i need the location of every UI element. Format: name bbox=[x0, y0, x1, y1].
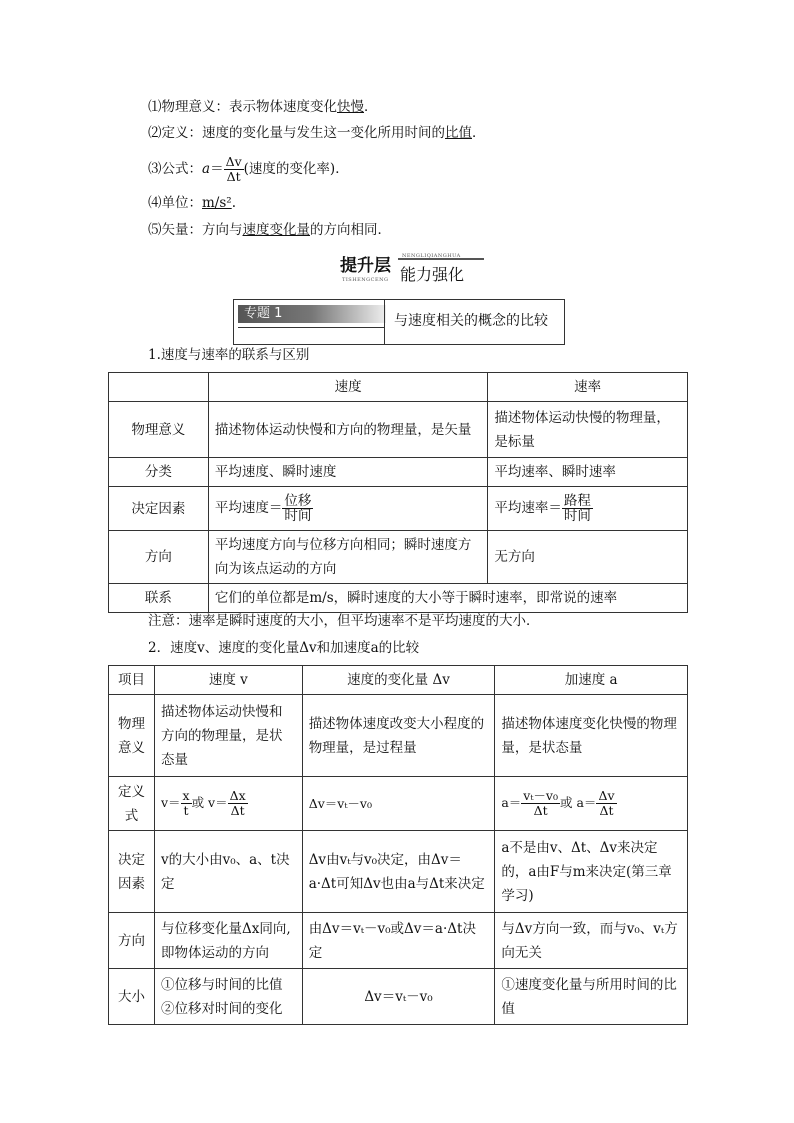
row-head: 方向 bbox=[109, 913, 155, 969]
topic-tag: 专题 1 bbox=[238, 305, 386, 323]
table-row bbox=[109, 584, 688, 613]
table-row bbox=[109, 913, 688, 969]
section2-heading: 2．速度v、速度的变化量Δv和加速度a的比较 bbox=[148, 640, 420, 656]
banner-tiny-top: NENGLIQIANGHUA bbox=[402, 253, 461, 259]
banner-main: 提升层 bbox=[340, 256, 391, 276]
table-cell: 平均速度方向与位移方向相同；瞬时速度方向为该点运动的方向 bbox=[208, 531, 487, 584]
row-head: 定义式 bbox=[109, 777, 155, 831]
banner-tiny-bottom: TISHENGCENG bbox=[342, 277, 389, 283]
table-cell: 描述物体运动快慢的物理量，是标量 bbox=[488, 402, 688, 458]
topic-title: 与速度相关的概念的比较 bbox=[394, 313, 548, 329]
row-head: 联系 bbox=[109, 584, 209, 613]
table-cell: a＝ $\frac{\text{vₜ－v₀}}{\Delta t}$ 或 a＝ $\frac{\Delta v}{\Delta t}$ bbox=[495, 777, 688, 831]
table-header: 速度 v bbox=[154, 666, 302, 695]
row-head: 决定因素 bbox=[109, 831, 155, 913]
table-cell: 描述物体运动快慢和方向的物理量，是矢量 bbox=[208, 402, 487, 458]
table-cell: 平均速率＝ $\frac{\text{路程}}{\text{时间}}$ bbox=[488, 487, 688, 531]
note: 注意：速率是瞬时速度的大小，但平均速率不是平均速度的大小． bbox=[148, 613, 540, 629]
table-header bbox=[109, 373, 209, 402]
table-cell: v＝ $\frac{x}{t}$ 或 v＝ $\frac{\Delta x}{\Delta t}$ bbox=[154, 777, 302, 831]
table-header: 速率 bbox=[488, 373, 688, 402]
intro-line-2: ⑵定义：速度的变化量与发生这一变化所用时间的比值． bbox=[148, 125, 486, 141]
table-cell: a不是由v、Δt、Δv来决定的，a由F与m来决定(第三章学习) bbox=[495, 831, 688, 913]
table-cell: 它们的单位都是m/s，瞬时速度的大小等于瞬时速率，即常说的速率 bbox=[208, 584, 687, 613]
table-header: 速度 bbox=[208, 373, 487, 402]
table-row bbox=[109, 458, 688, 487]
table-row bbox=[109, 666, 688, 695]
table-row bbox=[109, 969, 688, 1025]
table-cell: ①位移与时间的比值 ②位移对时间的变化 bbox=[154, 969, 302, 1025]
table-cell: 平均速度、瞬时速度 bbox=[208, 458, 487, 487]
row-head: 方向 bbox=[109, 531, 209, 584]
table-header: 速度的变化量 Δv bbox=[302, 666, 495, 695]
table-cell: ①速度变化量与所用时间的比值 bbox=[495, 969, 688, 1025]
table-cell: Δv＝vₜ－v₀ bbox=[302, 777, 495, 831]
row-head: 物理意义 bbox=[109, 402, 209, 458]
table-row bbox=[109, 695, 688, 777]
table-row bbox=[109, 487, 688, 531]
intro-line-3: ⑶公式：a＝ $\frac{\Delta v}{\Delta t}$ (速度的变化率)． bbox=[148, 154, 349, 184]
topic-underline bbox=[238, 327, 384, 328]
table-header: 加速度 a bbox=[495, 666, 688, 695]
row-head: 物理意义 bbox=[109, 695, 155, 777]
intro-line-4: ⑷单位：m/s². bbox=[148, 195, 236, 211]
table-cell: v的大小由v₀、a、t决定 bbox=[154, 831, 302, 913]
topic-box bbox=[233, 299, 565, 345]
intro-line-5: ⑸矢量：方向与速度变化量的方向相同． bbox=[148, 222, 391, 238]
topic-separator bbox=[384, 300, 385, 344]
speed-rate-table bbox=[108, 372, 688, 613]
table-cell: 描述物体速度改变大小程度的物理量，是过程量 bbox=[302, 695, 495, 777]
accel-fraction: $\frac{\Delta v}{\Delta t}$ bbox=[225, 154, 242, 184]
section-banner bbox=[340, 254, 485, 284]
velocity-acceleration-table bbox=[108, 665, 688, 1025]
table-cell: 与位移变化量Δx同向,即物体运动的方向 bbox=[154, 913, 302, 969]
table-cell: 描述物体运动快慢和方向的物理量，是状态量 bbox=[154, 695, 302, 777]
table-row bbox=[109, 402, 688, 458]
intro-line-1: ⑴物理意义：表示物体速度变化快慢． bbox=[148, 99, 378, 115]
table-cell: 无方向 bbox=[488, 531, 688, 584]
table-header: 项目 bbox=[109, 666, 155, 695]
table-row bbox=[109, 373, 688, 402]
table-cell: 与Δv方向一致，而与v₀、vₜ方向无关 bbox=[495, 913, 688, 969]
banner-sub: 能力强化 bbox=[400, 265, 465, 284]
section1-heading: 1.速度与速率的联系与区别 bbox=[148, 347, 310, 363]
row-head: 分类 bbox=[109, 458, 209, 487]
table-row bbox=[109, 777, 688, 831]
row-head: 决定因素 bbox=[109, 487, 209, 531]
table-cell: 平均速率、瞬时速率 bbox=[488, 458, 688, 487]
table-cell: 平均速度＝ $\frac{\text{位移}}{\text{时间}}$ bbox=[208, 487, 487, 531]
table-row bbox=[109, 531, 688, 584]
table-cell: 由Δv＝vₜ－v₀或Δv＝a·Δt决定 bbox=[302, 913, 495, 969]
table-cell: Δv由vₜ与v₀决定，由Δv＝a·Δt可知Δv也由a与Δt来决定 bbox=[302, 831, 495, 913]
row-head: 大小 bbox=[109, 969, 155, 1025]
table-cell: Δv＝vₜ－v₀ bbox=[302, 969, 495, 1025]
table-cell: 描述物体速度变化快慢的物理量，是状态量 bbox=[495, 695, 688, 777]
table-row bbox=[109, 831, 688, 913]
